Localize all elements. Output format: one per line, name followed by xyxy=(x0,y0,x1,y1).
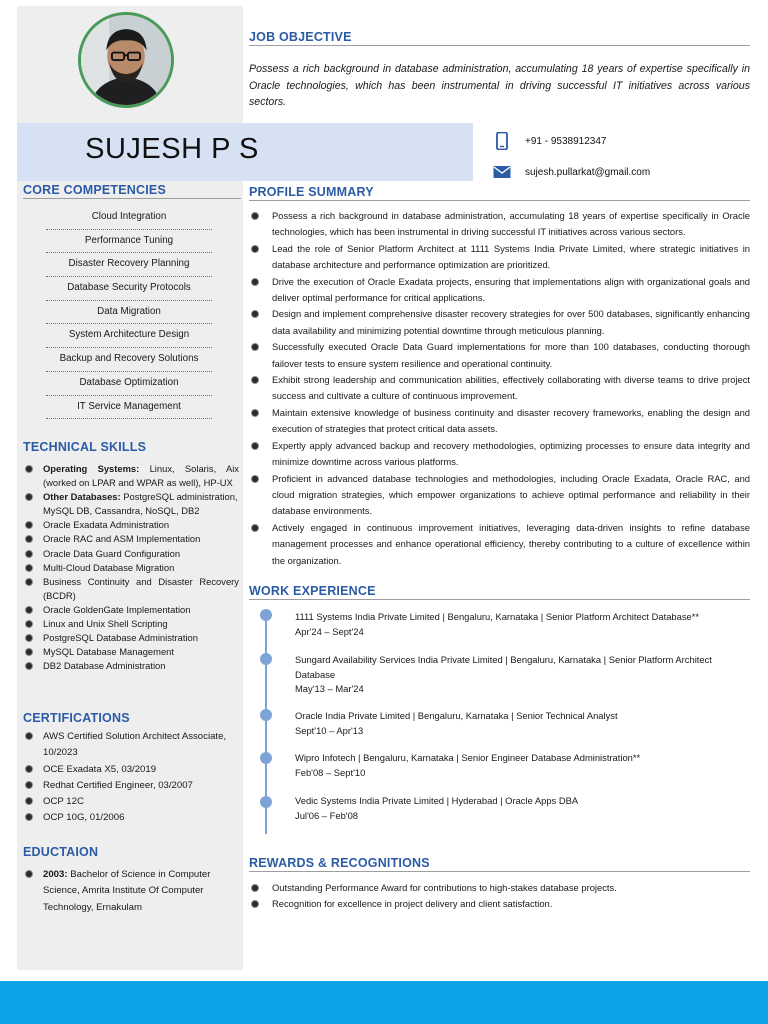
job-title-line: Oracle India Private Limited | Bengaluru, Karnataka | Senior Technical Analyst xyxy=(295,710,618,721)
certification-item: AWS Certified Solution Architect Associate, 10/2023 xyxy=(21,729,239,762)
reward-item: Recognition for excellence in project delivery and client satisfaction. xyxy=(249,896,750,912)
bullet-icon xyxy=(251,409,259,417)
timeline-dot xyxy=(260,609,272,621)
summary-item: Possess a rich background in database administration, accumulating 18 years of expertise specifically in Oracle technologies, which has been instrumental in driving successful IT initiatives across various sectors. xyxy=(249,208,750,241)
competency-item: Data Migration xyxy=(46,301,212,325)
bullet-icon xyxy=(25,634,33,642)
bullet-icon xyxy=(25,550,33,558)
bullet-icon xyxy=(25,493,33,501)
work-experience-heading: WORK EXPERIENCE xyxy=(249,584,750,600)
summary-item: Drive the execution of Oracle Exadata projects, ensuring that implementations align with organizational goals and deliver optimal performance for critical applications. xyxy=(249,274,750,307)
bullet-icon xyxy=(25,765,33,773)
bullet-icon xyxy=(25,465,33,473)
timeline-dot xyxy=(260,796,272,808)
bullet-icon xyxy=(25,521,33,529)
bullet-icon xyxy=(251,376,259,384)
bullet-icon xyxy=(251,524,259,532)
job-dates: Apr'24 – Sept'24 xyxy=(295,625,364,637)
job-title-line: Vedic Systems India Private Limited | Hyderabad | Oracle Apps DBA xyxy=(295,795,579,806)
job-dates: May'13 – Mar'24 xyxy=(295,683,364,694)
job-entry xyxy=(295,610,740,639)
summary-item: Design and implement comprehensive disaster recovery strategies for over 500 databases, significantly enhancing data availability and minimizing potential downtime through meticulous planning. xyxy=(249,306,750,339)
skill-item: Oracle Exadata Administration xyxy=(21,518,239,532)
profile-photo-image xyxy=(81,15,171,105)
profile-photo xyxy=(78,12,174,108)
skill-item: Operating Systems: Linux, Solaris, Aix (worked on LPAR and WPAR as well), HP-UX xyxy=(21,462,239,490)
bullet-icon xyxy=(251,245,259,253)
job-objective-heading: JOB OBJECTIVE xyxy=(249,30,750,46)
technical-skills-heading: TECHNICAL SKILLS xyxy=(23,440,147,454)
education-heading: EDUCTAION xyxy=(23,845,99,859)
competency-item: Disaster Recovery Planning xyxy=(46,253,212,277)
bullet-icon xyxy=(25,606,33,614)
competency-item: Database Optimization xyxy=(46,372,212,396)
skill-item: PostgreSQL Database Administration xyxy=(21,631,239,645)
candidate-name: SUJESH P S xyxy=(85,133,259,165)
competency-item: System Architecture Design xyxy=(46,324,212,348)
job-objective-text: Possess a rich background in database administration, accumulating 18 years of expertise specifically in Oracle technologies, which has been instrumental in driving successful IT initiatives across various sectors. xyxy=(249,63,750,108)
timeline-dot xyxy=(260,709,272,721)
skill-item: Oracle Data Guard Configuration xyxy=(21,547,239,561)
core-competencies-heading: CORE COMPETENCIES xyxy=(23,183,241,199)
reward-item: Outstanding Performance Award for contributions to high-stakes database projects. xyxy=(249,880,750,896)
bullet-icon xyxy=(251,442,259,450)
skill-item: Other Databases: PostgreSQL administration, MySQL DB, Cassandra, NoSQL, DB2 xyxy=(21,490,239,518)
bullet-icon xyxy=(251,884,259,892)
job-entry xyxy=(295,653,740,697)
bullet-icon xyxy=(25,797,33,805)
phone-contact xyxy=(493,132,606,150)
competency-item: Performance Tuning xyxy=(46,230,212,254)
job-title-line: 1111 Systems India Private Limited | Bengaluru, Karnataka | Senior Platform Architect Database** xyxy=(295,611,700,622)
phone-number[interactable]: +91 - 9538912347 xyxy=(525,135,607,147)
rewards-heading: REWARDS & RECOGNITIONS xyxy=(249,856,750,872)
education-item: 2003: Bachelor of Science in Computer Science, Amrita Institute Of Computer Technology, Ernakulam xyxy=(21,867,233,916)
job-dates: Feb'08 – Sept'10 xyxy=(295,766,366,778)
summary-item: Actively engaged in continuous improvement initiatives, leveraging data-driven insights to refine database management processes and enhance operational efficiency, thereby contributing to a culture of excellence within the organization. xyxy=(249,520,750,569)
timeline-dot xyxy=(260,653,272,665)
certification-item: OCP 12C xyxy=(21,794,239,810)
skill-item: MySQL Database Management xyxy=(21,645,239,659)
competency-item: IT Service Management xyxy=(46,396,212,420)
job-entry xyxy=(295,751,740,780)
skill-item: DB2 Database Administration xyxy=(21,659,239,673)
summary-item: Maintain extensive knowledge of business continuity and disaster recovery frameworks, enabling the design and execution of strategies that protect critical data assets. xyxy=(249,405,750,438)
technical-skills-list xyxy=(21,462,239,673)
bullet-icon xyxy=(25,662,33,670)
bullet-icon xyxy=(25,813,33,821)
bullet-icon xyxy=(25,578,33,586)
summary-item: Successfully executed Oracle Data Guard implementations for more than 100 databases, conducting thorough failover tests to ensure system resilience and operational continuity. xyxy=(249,339,750,372)
bullet-icon xyxy=(25,870,33,878)
competency-item: Backup and Recovery Solutions xyxy=(46,348,212,372)
profile-summary-list xyxy=(249,208,750,569)
mobile-phone-icon xyxy=(493,132,511,150)
bullet-icon xyxy=(251,310,259,318)
bullet-icon xyxy=(25,564,33,572)
job-title-line: Sungard Availability Services India Private Limited | Bengaluru, Karnataka | Senior Platform Architect Database xyxy=(295,654,712,680)
skill-item: Business Continuity and Disaster Recovery (BCDR) xyxy=(21,575,239,603)
skill-item: Oracle GoldenGate Implementation xyxy=(21,603,239,617)
email-contact xyxy=(493,163,650,181)
bullet-icon xyxy=(25,535,33,543)
bullet-icon xyxy=(251,343,259,351)
job-dates: Jul'06 – Feb'08 xyxy=(295,809,358,821)
skill-item: Linux and Unix Shell Scripting xyxy=(21,617,239,631)
job-title-line: Wipro Infotech | Bengaluru, Karnataka | Senior Engineer Database Administration** xyxy=(295,752,641,763)
certification-item: Redhat Certified Engineer, 03/2007 xyxy=(21,778,239,794)
certification-item: OCE Exadata X5, 03/2019 xyxy=(21,762,239,778)
education-list xyxy=(21,867,233,916)
bullet-icon xyxy=(251,900,259,908)
certifications-heading: CERTIFICATIONS xyxy=(23,711,130,725)
competency-list xyxy=(46,206,212,419)
bullet-icon xyxy=(25,648,33,656)
rewards-list xyxy=(249,880,750,912)
bullet-icon xyxy=(251,475,259,483)
email-address[interactable]: sujesh.pullarkat@gmail.com xyxy=(525,166,651,178)
bullet-icon xyxy=(25,732,33,740)
envelope-icon xyxy=(493,163,511,181)
competency-item: Cloud Integration xyxy=(46,206,212,230)
bullet-icon xyxy=(251,278,259,286)
summary-item: Proficient in advanced database technologies and methodologies, including Oracle Exadata, Oracle RAC, and cloud migration strategies, which empower organizations to achieve optimal performance and reliability in their database environments. xyxy=(249,471,750,520)
summary-item: Exhibit strong leadership and communication abilities, effectively collaborating with diverse teams to drive project success and cultivate a culture of continuous improvement. xyxy=(249,372,750,405)
certifications-list xyxy=(21,729,239,827)
competency-item: Database Security Protocols xyxy=(46,277,212,301)
job-entry xyxy=(295,709,740,738)
skill-item: Multi-Cloud Database Migration xyxy=(21,561,239,575)
bullet-icon xyxy=(25,620,33,628)
profile-summary-heading: PROFILE SUMMARY xyxy=(249,185,750,201)
footer-band xyxy=(0,981,768,1024)
summary-item: Expertly apply advanced backup and recovery methodologies, optimizing processes to ensure data integrity and minimize downtime across various platforms. xyxy=(249,438,750,471)
bullet-icon xyxy=(251,212,259,220)
bullet-icon xyxy=(25,781,33,789)
certification-item: OCP 10G, 01/2006 xyxy=(21,810,239,826)
job-dates: Sept'10 – Apr'13 xyxy=(295,724,364,736)
timeline-dot xyxy=(260,752,272,764)
skill-item: Oracle RAC and ASM Implementation xyxy=(21,532,239,546)
job-entry xyxy=(295,794,740,823)
summary-item: Lead the role of Senior Platform Architect at 1111 Systems India Private Limited, where strategic initiatives in database architecture and performance optimization are prioritized. xyxy=(249,241,750,274)
